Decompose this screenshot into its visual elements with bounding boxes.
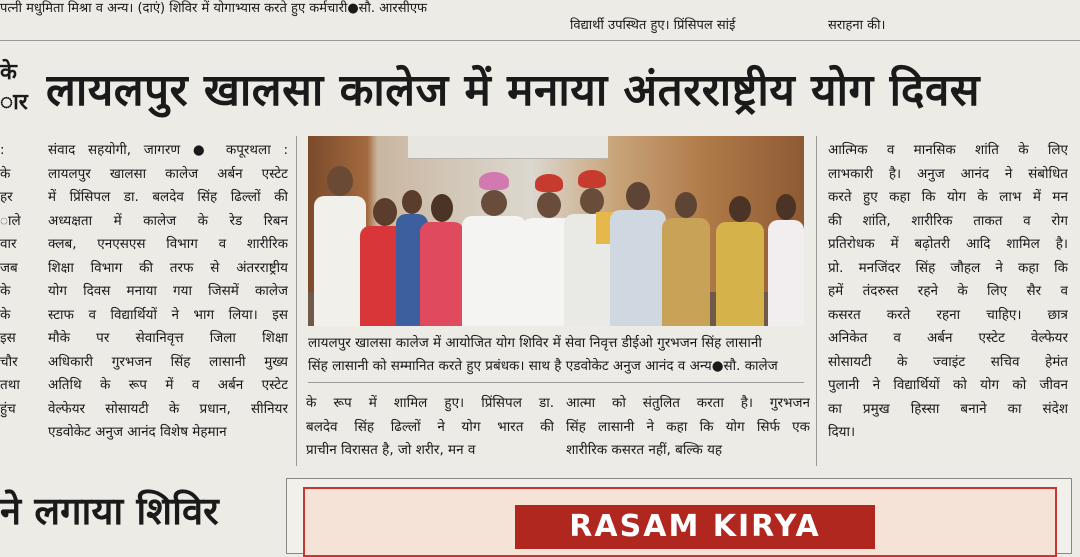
headline: लायलपुर खालसा कालेज में मनाया अंतरराष्ट्रीय योग दिवस (46, 65, 981, 116)
text-line: वेल्फेयर सोसायटी के प्रधान, सीनियर (48, 400, 288, 417)
text-line: स्टाफ व विद्यार्थियों ने भाग लिया। इस (48, 306, 288, 323)
column-rule (296, 136, 297, 466)
article-right-column (828, 139, 1068, 445)
event-photo (308, 136, 804, 326)
text-line: सोसायटी के ज्वाइंट सचिव हेमंत (828, 353, 1068, 370)
text-line: हर (0, 189, 13, 205)
text-line: हुंच (0, 400, 16, 417)
text-line: आत्मा को संतुलित करता है। गुरभजन (566, 395, 810, 411)
person (768, 194, 804, 326)
person (314, 166, 366, 326)
text-line: सिंह लासानी ने कहा कि योग सिर्फ एक (566, 418, 810, 435)
column-rule (816, 136, 817, 466)
text-line: के (0, 283, 11, 299)
text-line: दिया। (828, 424, 856, 440)
top-strip-middle: विद्यार्थी उपस्थित हुए। प्रिंसिपल सांई (570, 18, 736, 33)
photo-caption: लायलपुर खालसा कालेज में आयोजित योग शिविर में सेवा निवृत्त डीईओ गुरभजन सिंह लासानी सिंह लासानी को सम्मानित करते हुए प्रबंधक। साथ है एडवोकेट अनुज आनंद व अन्य●सौ. कालेज (308, 335, 778, 374)
text-line: प्रतिरोधक में बढ़ोतरी आदि शामिल है। (828, 236, 1068, 252)
text-line: के रूप में शामिल हुए। प्रिंसिपल डा. (306, 395, 554, 411)
article-left-column (48, 139, 288, 445)
ad-frame (303, 487, 1057, 557)
text-line: योग दिवस मनाया गया जिसमें कालेज (48, 283, 288, 299)
person (420, 194, 464, 326)
text-line: मौके पर सेवानिवृत्त जिला शिक्षा (48, 330, 288, 346)
person (716, 196, 764, 326)
text-line: संवाद सहयोगी, जागरण ● कपूरथला : (48, 142, 288, 158)
sub-headline: ने लगाया शिविर (0, 489, 219, 533)
top-strip-right: सराहना की। (828, 18, 886, 33)
text-line: प्राचीन विरासत है, जो शरीर, मन व (306, 442, 476, 458)
text-line: कसरत करते रहना चाहिए। छात्र (828, 306, 1068, 323)
text-line: पुलानी ने विद्यार्थियों को योग को जीवन (828, 377, 1068, 393)
text-line: इस (0, 330, 16, 346)
ad-title: RASAM KIRYA (515, 505, 875, 549)
text-line: लाभकारी है। अनुज आनंद ने संबोधित (828, 165, 1068, 182)
caption-divider (308, 382, 804, 383)
text-line: ाले (0, 212, 21, 229)
article-bottom-left (306, 392, 554, 463)
text-line: का प्रमुख हिस्सा बनाने का संदेश (828, 400, 1068, 417)
person (662, 192, 710, 326)
backdrop-banner (408, 136, 608, 159)
text-line: लायलपुर खालसा कालेज अर्बन एस्टेट (48, 165, 288, 182)
text-line: हमें तंदरुस्त रहने के लिए सैर व (828, 283, 1068, 299)
top-strip-left: पत्नी मधुमिता मिश्रा व अन्य। (दाएं) शिविर में योगाभ्यास करते हुए कर्मचारी●सौ. आरसीएफ (0, 1, 428, 16)
text-line: बलदेव सिंह ढिल्लों ने योग भारत की (306, 418, 554, 435)
text-line: अतिथि के रूप में व अर्बन एस्टेट (48, 377, 288, 393)
text-line: : (0, 142, 5, 158)
text-line: की शांति, शारीरिक ताकत व रोग (828, 212, 1068, 229)
text-line: में प्रिंसिपल डा. बलदेव सिंह ढिल्लों की (48, 189, 288, 205)
text-line: शारीरिक कसरत नहीं, बल्कि यह (566, 442, 723, 458)
text-line: के (0, 306, 11, 323)
text-line: आत्मिक व मानसिक शांति के लिए (828, 142, 1068, 158)
top-divider (0, 40, 1080, 41)
person (610, 182, 666, 326)
edge-text-column (0, 139, 24, 421)
text-line: अधिकारी गुरभजन सिंह लासानी मुख्य (48, 353, 288, 370)
text-line: तथा (0, 377, 20, 393)
edge-fragment: के ार (0, 60, 28, 115)
text-line: अध्यक्षता में कालेज के रेड रिबन (48, 212, 288, 229)
text-line: एडवोकेट अनुज आनंद विशेष मेहमान (48, 424, 227, 440)
text-line: शिक्षा विभाग की तरफ से अंतरराष्ट्रीय (48, 259, 288, 276)
text-line: प्रो. मनजिंदर सिंह जौहल ने कहा कि (828, 259, 1068, 276)
person (462, 172, 526, 326)
article-bottom-middle (566, 392, 810, 463)
text-line: जब (0, 259, 18, 276)
text-line: चौर (0, 353, 18, 370)
text-line: अनिकेत व अर्बन एस्टेट वेल्फेयर (828, 330, 1068, 346)
text-line: करते हुए कहा कि योग के लाभ में मन (828, 189, 1068, 205)
advertisement (286, 478, 1072, 554)
text-line: वार (0, 236, 17, 252)
text-line: के (0, 165, 11, 182)
text-line: क्लब, एनएसएस विभाग व शारीरिक (48, 236, 288, 252)
